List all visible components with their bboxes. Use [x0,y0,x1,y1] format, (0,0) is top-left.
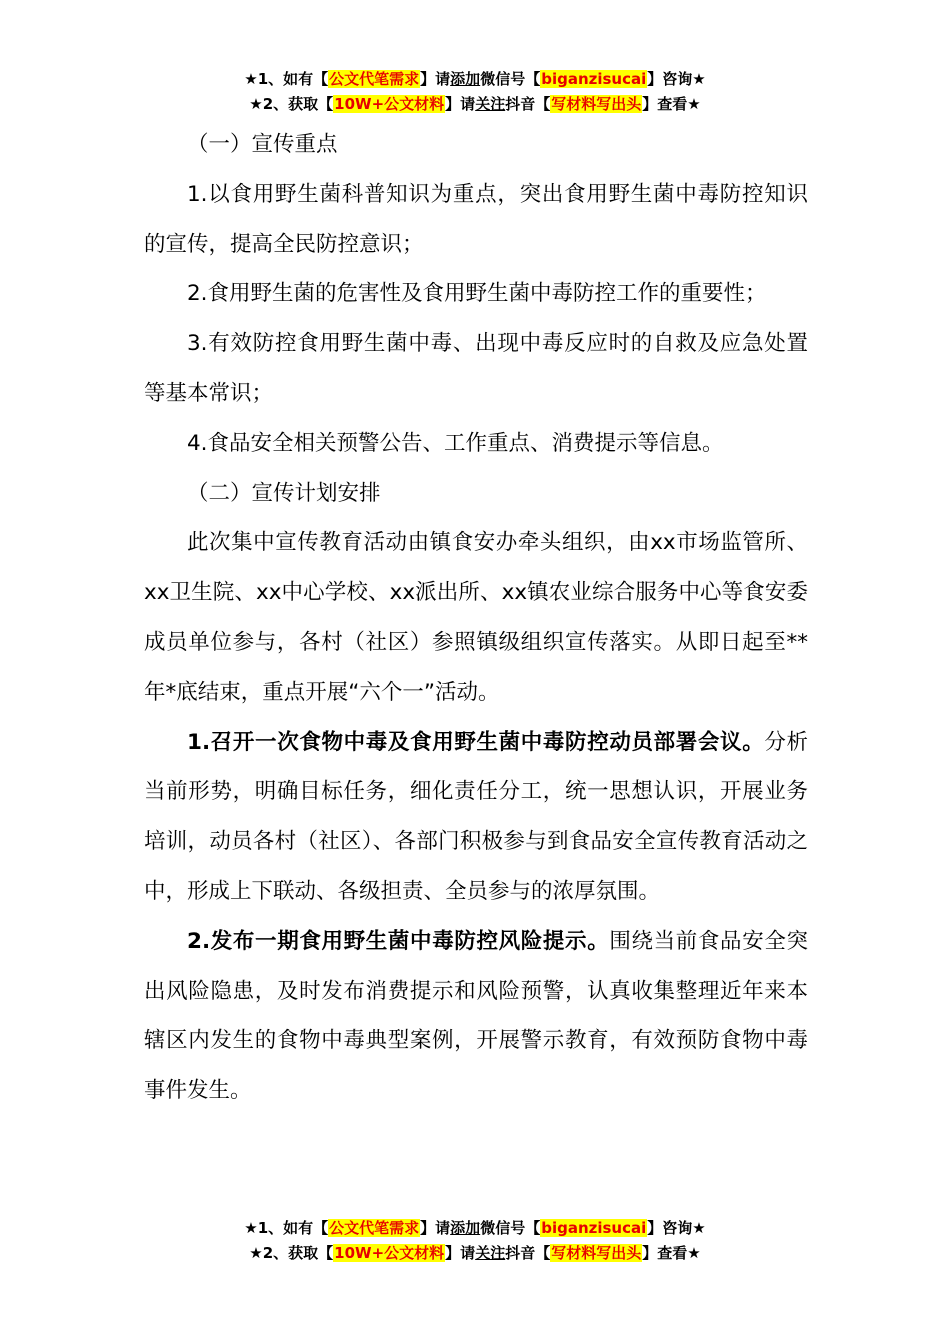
star-icon: ★ [692,1219,706,1237]
document-body [144,120,808,1116]
promo-line-1: ★1、如有【公文代笔需求】请添加微信号【biganzisucai】咨询★ [244,70,706,88]
list-item: 1.以食用野生菌科普知识为重点，突出食用野生菌中毒防控知识的宣传，提高全民防控意识； [144,181,808,257]
emphasis-follow: 关注 [475,1244,506,1262]
list-item: 3.有效防控食用野生菌中毒、出现中毒反应时的自救及应急处置等基本常识； [144,331,808,406]
emphasis-add: 添加 [450,1219,481,1237]
douyin-account: 写材料写出头 [551,1244,642,1262]
highlight-service: 公文代笔需求 [329,1219,420,1237]
star-icon: ★ [687,95,701,113]
activity-body: 围绕当前食品安全突出风险隐患，及时发布消费提示和风险预警，认真收集整理近年来本辖区内发生的食物中毒典型案例，开展警示教育，有效预防食物中毒事件发生。 [144,928,808,1104]
activity-paragraph-2 [144,917,808,1116]
promo-banner-bottom [0,1216,950,1266]
star-icon: ★ [249,95,263,113]
star-icon: ★ [687,1244,701,1262]
activity-paragraph-1 [144,718,808,917]
emphasis-follow: 关注 [475,95,506,113]
highlight-service: 公文代笔需求 [329,70,420,88]
star-icon: ★ [244,1219,258,1237]
star-icon: ★ [249,1244,263,1262]
activity-body: 分析当前形势，明确目标任务，细化责任分工，统一思想认识，开展业务培训，动员各村（社区）、各部门积极参与到食品安全宣传教育活动之中，形成上下联动、各级担责、全员参与的浓厚氛围。 [144,729,808,904]
promo-line-2: ★2、获取【10W+公文材料】请关注抖音【写材料写出头】查看★ [249,1244,701,1262]
intro-paragraph: 此次集中宣传教育活动由镇食安办牵头组织，由xx市场监管所、xx卫生院、xx中心学校、xx派出所、xx镇农业综合服务中心等食安委成员单位参与，各村（社区）参照镇级组织宣传落实。从即日起至**年*底结束，重点开展“六个一”活动。 [144,530,808,705]
promo-banner-top [0,67,950,117]
star-icon: ★ [692,70,706,88]
emphasis-add: 添加 [450,70,481,88]
section-heading-1: （一）宣传重点 [187,132,338,157]
douyin-account: 写材料写出头 [551,95,642,113]
list-item: 2.食用野生菌的危害性及食用野生菌中毒防控工作的重要性； [187,281,767,307]
wechat-id: biganzisucai [541,70,647,88]
highlight-materials: 10W+公文材料 [334,95,445,113]
wechat-id: biganzisucai [541,1219,647,1237]
promo-line-1: ★1、如有【公文代笔需求】请添加微信号【biganzisucai】咨询★ [244,1219,706,1237]
section-heading-2: （二）宣传计划安排 [187,480,381,506]
star-icon: ★ [244,70,258,88]
highlight-materials: 10W+公文材料 [334,1244,445,1262]
activity-title: 1.召开一次食物中毒及食用野生菌中毒防控动员部署会议。 [187,729,765,755]
promo-line-2: ★2、获取【10W+公文材料】请关注抖音【写材料写出头】查看★ [249,95,701,113]
activity-title: 2.发布一期食用野生菌中毒防控风险提示。 [187,928,610,954]
list-item: 4.食品安全相关预警公告、工作重点、消费提示等信息。 [187,430,724,456]
